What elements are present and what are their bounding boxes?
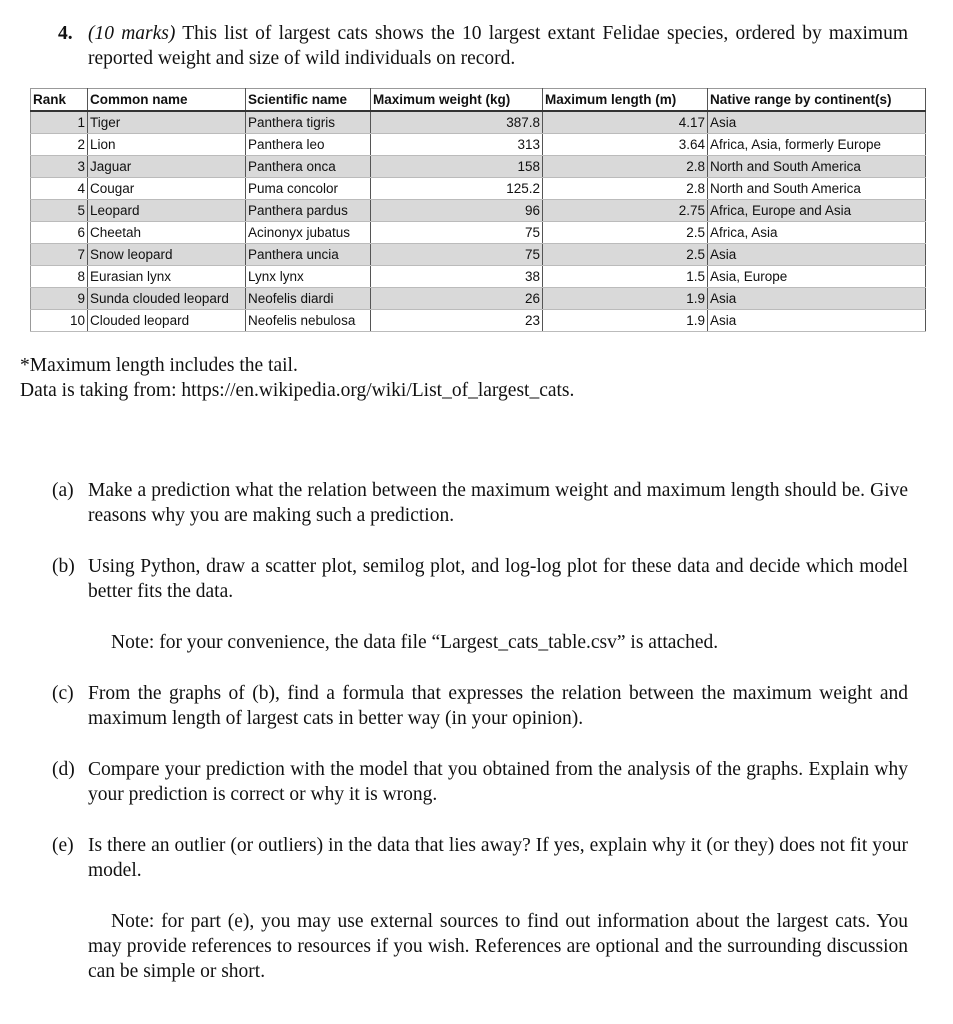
cell-native-range: North and South America [708,178,926,200]
cell-max-length: 3.64 [543,134,708,156]
cell-rank: 10 [31,310,88,332]
cell-max-length: 4.17 [543,111,708,134]
cell-max-weight: 125.2 [371,178,543,200]
cell-scientific-name: Panthera onca [246,156,371,178]
cell-rank: 7 [31,244,88,266]
cell-common-name: Leopard [88,200,246,222]
cell-common-name: Jaguar [88,156,246,178]
table-row [31,222,926,244]
cell-native-range: Asia, Europe [708,266,926,288]
cell-max-weight: 387.8 [371,111,543,134]
cell-max-length: 2.5 [543,244,708,266]
cell-max-length: 1.5 [543,266,708,288]
cell-native-range: Asia [708,244,926,266]
cell-scientific-name: Panthera leo [246,134,371,156]
cell-rank: 6 [31,222,88,244]
cell-native-range: Asia [708,310,926,332]
table-row [31,156,926,178]
footnote-source: Data is taking from: https://en.wikipedia.org/wiki/List_of_largest_cats. [20,380,575,401]
header-common-name: Common name [88,89,246,112]
question-number: 4. [58,23,73,44]
cell-native-range: Africa, Asia, formerly Europe [708,134,926,156]
table-row [31,288,926,310]
cell-max-weight: 75 [371,244,543,266]
part-c-text: From the graphs of (b), find a formula that expresses the relation between the maximum weight and maximum length of largest cats in better way (in your opinion). [88,683,908,729]
table-row [31,266,926,288]
part-b-text: Using Python, draw a scatter plot, semilog plot, and log-log plot for these data and decide which model better fits the data. [88,556,908,602]
header-max-length: Maximum length (m) [543,89,708,112]
note-external-sources: Note: for part (e), you may use external sources to find out information about the largest cats. You may provide references to resources if you wish. References are optional and the surrounding discussion can be simple or short. [88,911,908,982]
cell-scientific-name: Lynx lynx [246,266,371,288]
cell-common-name: Snow leopard [88,244,246,266]
cell-max-weight: 158 [371,156,543,178]
cell-common-name: Cheetah [88,222,246,244]
cell-scientific-name: Panthera pardus [246,200,371,222]
part-e-text: Is there an outlier (or outliers) in the data that lies away? If yes, explain why it (or they) does not fit your model. [88,835,908,881]
largest-cats-table [30,88,926,332]
cell-rank: 1 [31,111,88,134]
cell-rank: 9 [31,288,88,310]
cell-max-weight: 313 [371,134,543,156]
cell-max-length: 2.5 [543,222,708,244]
cell-rank: 4 [31,178,88,200]
cell-max-length: 1.9 [543,310,708,332]
header-rank: Rank [31,89,88,112]
part-a-label: (a) [52,480,74,501]
cell-rank: 5 [31,200,88,222]
cell-max-length: 1.9 [543,288,708,310]
cell-common-name: Tiger [88,111,246,134]
part-d-label: (d) [52,759,75,780]
part-a-text: Make a prediction what the relation between the maximum weight and maximum length should be. Give reasons why you are making such a prediction. [88,480,908,526]
part-e-label: (e) [52,835,74,856]
cell-max-length: 2.75 [543,200,708,222]
cell-max-weight: 96 [371,200,543,222]
cell-scientific-name: Puma concolor [246,178,371,200]
cell-max-length: 2.8 [543,178,708,200]
footnote-length: *Maximum length includes the tail. [20,355,298,376]
table-row [31,244,926,266]
cell-rank: 8 [31,266,88,288]
cell-native-range: Asia [708,111,926,134]
part-d-text: Compare your prediction with the model that you obtained from the analysis of the graphs. Explain why your prediction is correct or why it is wrong. [88,759,908,805]
table-row [31,178,926,200]
cell-max-length: 2.8 [543,156,708,178]
cell-common-name: Sunda clouded leopard [88,288,246,310]
cell-native-range: North and South America [708,156,926,178]
table-row [31,134,926,156]
cell-rank: 2 [31,134,88,156]
cell-rank: 3 [31,156,88,178]
header-native-range: Native range by continent(s) [708,89,926,112]
cell-scientific-name: Neofelis nebulosa [246,310,371,332]
cell-native-range: Africa, Europe and Asia [708,200,926,222]
cell-max-weight: 75 [371,222,543,244]
cell-common-name: Clouded leopard [88,310,246,332]
cell-native-range: Asia [708,288,926,310]
cell-common-name: Lion [88,134,246,156]
table-row [31,111,926,134]
part-b-label: (b) [52,556,75,577]
cell-scientific-name: Acinonyx jubatus [246,222,371,244]
cell-scientific-name: Panthera tigris [246,111,371,134]
cell-max-weight: 23 [371,310,543,332]
header-scientific-name: Scientific name [246,89,371,112]
note-data-file: Note: for your convenience, the data file “Largest_cats_table.csv” is attached. [111,632,719,653]
table-row [31,200,926,222]
cell-scientific-name: Panthera uncia [246,244,371,266]
question-intro [88,21,908,71]
question-intro-text: This list of largest cats shows the 10 largest extant Felidae species, ordered by maximum reported weight and size of wild individuals on record. [88,23,908,69]
question-marks: (10 marks) [88,23,176,44]
cell-native-range: Africa, Asia [708,222,926,244]
part-c-label: (c) [52,683,74,704]
cell-max-weight: 38 [371,266,543,288]
cell-common-name: Cougar [88,178,246,200]
cell-scientific-name: Neofelis diardi [246,288,371,310]
header-max-weight: Maximum weight (kg) [371,89,543,112]
cell-common-name: Eurasian lynx [88,266,246,288]
cell-max-weight: 26 [371,288,543,310]
table-row [31,310,926,332]
